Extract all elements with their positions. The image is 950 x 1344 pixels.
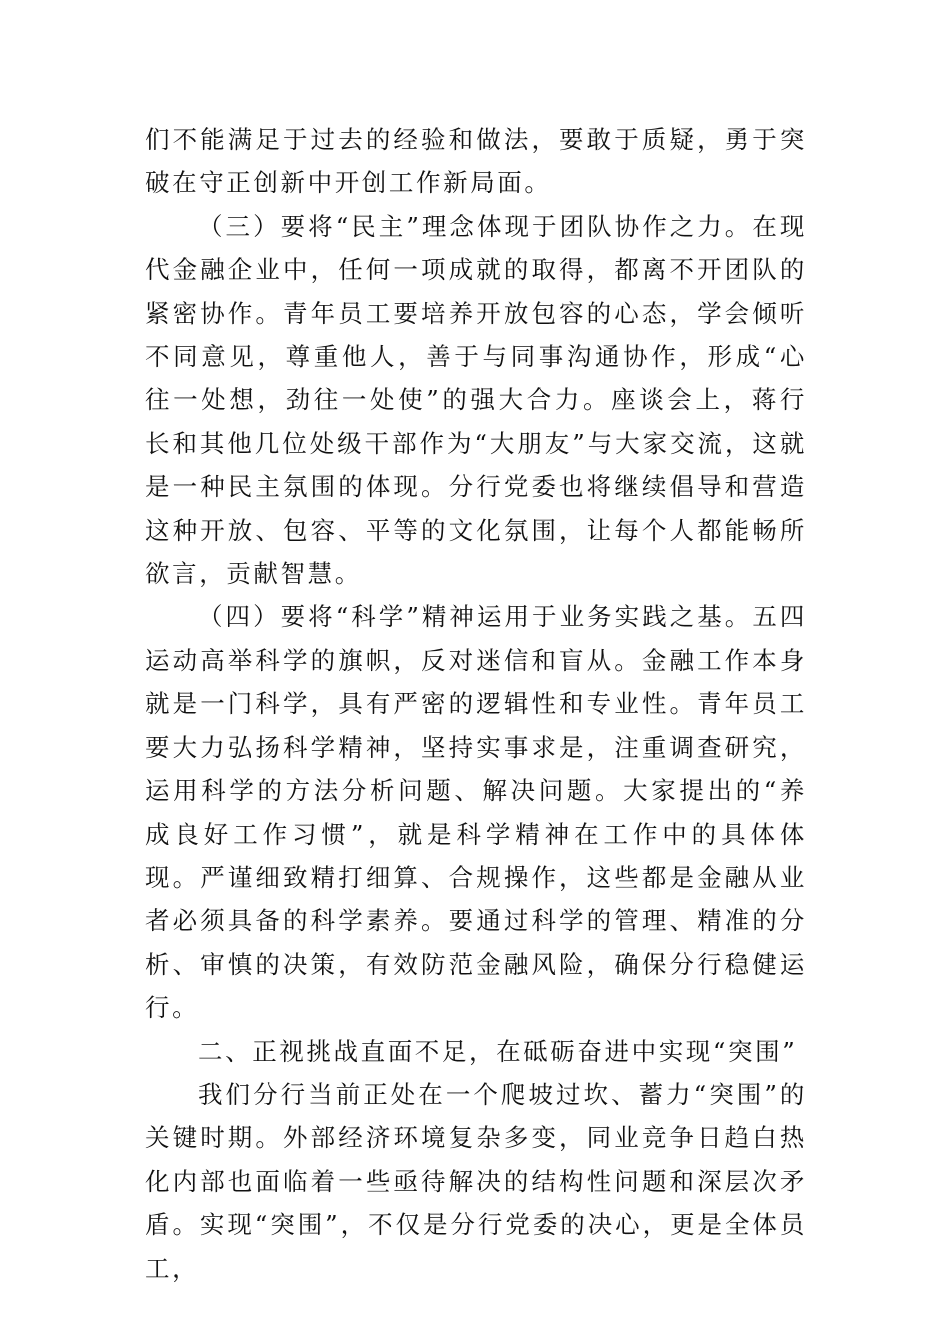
paragraph-science: （四）要将“科学”精神运用于业务实践之基。五四运动高举科学的旗帜，反对迷信和盲从。金融工作本身就是一门科学，具有严密的逻辑性和专业性。青年员工要大力弘扬科学精神，坚持实事求是，注重调查研究，运用科学的方法分析问题、解决问题。大家提出的“养成良好工作习惯”，就是科学精神在工作中的具体体现。严谨细致精打细算、合规操作，这些都是金融从业者必须具备的科学素养。要通过科学的管理、精准的分析、审慎的决策，有效防范金融风险，确保分行稳健运行。 bbox=[145, 602, 807, 1023]
paragraph-breakthrough: 我们分行当前正处在一个爬坡过坎、蓄力“突围”的关键时期。外部经济环境复杂多变，同业竞争日趋白热化内部也面临着一些亟待解决的结构性问题和深层次矛盾。实现“突围”，不仅是分行党委的决心，更是全体员工， bbox=[145, 1079, 807, 1283]
paragraph-democracy: （三）要将“民主”理念体现于团队协作之力。在现代金融企业中，任何一项成就的取得，都离不开团队的紧密协作。青年员工要培养开放包容的心态，学会倾听不同意见，尊重他人，善于与同事沟通协作，形成“心往一处想，劲往一处使”的强大合力。座谈会上，蒋行长和其他几位处级干部作为“大朋友”与大家交流，这就是一种民主氛围的体现。分行党委也将继续倡导和营造这种开放、包容、平等的文化氛围，让每个人都能畅所欲言，贡献智慧。 bbox=[145, 211, 807, 589]
document-body bbox=[145, 118, 807, 1290]
section-heading-two: 二、正视挑战直面不足，在砥砺奋进中实现“突围” bbox=[198, 1036, 798, 1066]
paragraph-continuation: 们不能满足于过去的经验和做法，要敢于质疑，勇于突破在守正创新中开创工作新局面。 bbox=[145, 125, 807, 198]
